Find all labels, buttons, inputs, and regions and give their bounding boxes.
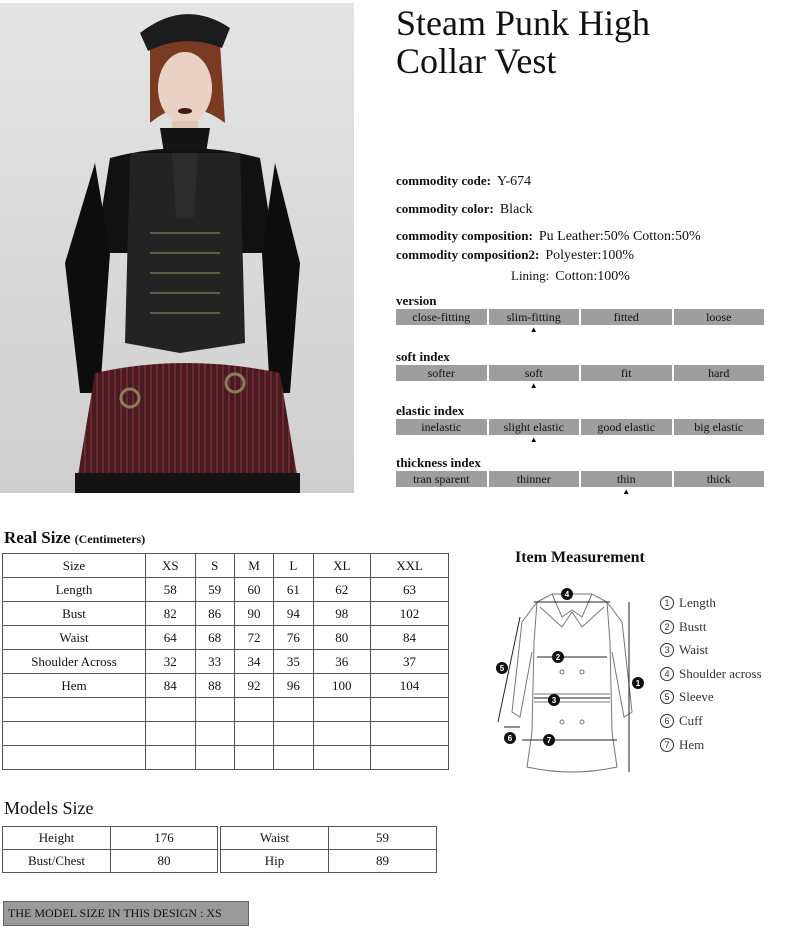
- size-value: 59: [195, 578, 234, 602]
- selected-marker-icon: ▲: [529, 435, 538, 444]
- size-value: 32: [146, 650, 196, 674]
- size-value: 86: [195, 602, 234, 626]
- size-value: [313, 698, 371, 722]
- index-bar: [396, 309, 764, 325]
- size-row-label: Hem: [3, 674, 146, 698]
- spec-commodity-code: [396, 173, 531, 190]
- size-row-label: Waist: [3, 626, 146, 650]
- circled-number-icon: 5: [660, 690, 674, 704]
- circled-number-icon: 4: [660, 667, 674, 681]
- table-row: [3, 650, 449, 674]
- size-value: 92: [234, 674, 273, 698]
- spec-label: commodity composition:: [396, 228, 533, 243]
- spec-label: commodity composition2:: [396, 247, 540, 262]
- index-option: softer: [396, 365, 487, 381]
- size-value: [313, 722, 371, 746]
- table-row: [3, 578, 449, 602]
- table-row: [221, 827, 437, 850]
- size-row-label: Length: [3, 578, 146, 602]
- size-header-cell: S: [195, 554, 234, 578]
- models-hip-label: Hip: [221, 850, 329, 873]
- index-bar: [396, 471, 764, 487]
- table-row: [3, 850, 218, 873]
- circled-number-icon: 7: [660, 738, 674, 752]
- spec-lining: [511, 268, 630, 285]
- size-value: [234, 698, 273, 722]
- spec-label: Lining:: [511, 268, 550, 283]
- size-header-cell: L: [274, 554, 313, 578]
- size-value: 88: [195, 674, 234, 698]
- size-value: [274, 698, 313, 722]
- size-value: [195, 698, 234, 722]
- size-value: 76: [274, 626, 313, 650]
- index-label: thickness index: [396, 455, 481, 470]
- marker-slot: [581, 381, 672, 391]
- product-title: [396, 4, 796, 80]
- index-soft: [396, 349, 764, 391]
- title-line-2: Collar Vest: [396, 41, 557, 81]
- models-table-right: [220, 826, 437, 873]
- size-value: 64: [146, 626, 196, 650]
- size-value: 62: [313, 578, 371, 602]
- models-waist-label: Waist: [221, 827, 329, 850]
- models-height-label: Height: [3, 827, 111, 850]
- index-markers: [396, 325, 764, 335]
- index-version: [396, 293, 764, 335]
- marker-5: 5: [499, 664, 505, 673]
- size-value: 84: [146, 674, 196, 698]
- title-line-1: Steam Punk High: [396, 3, 651, 43]
- models-bust-value: 80: [111, 850, 218, 873]
- size-value: 104: [371, 674, 449, 698]
- models-height-value: 176: [111, 827, 218, 850]
- marker-3: 3: [551, 696, 557, 705]
- spec-value: Cotton:100%: [555, 269, 630, 284]
- size-value: [313, 746, 371, 770]
- marker-slot: [674, 325, 765, 335]
- marker-2: 2: [555, 653, 561, 662]
- index-markers: [396, 435, 764, 445]
- legend-label: Hem: [679, 736, 705, 752]
- marker-7: 7: [546, 736, 552, 745]
- size-value: 82: [146, 602, 196, 626]
- marker-slot: [674, 381, 765, 391]
- marker-6: 6: [507, 734, 513, 743]
- index-label: soft index: [396, 349, 450, 364]
- index-option: close-fitting: [396, 309, 487, 325]
- index-label: elastic index: [396, 403, 465, 418]
- size-value: [371, 698, 449, 722]
- spec-commodity-color: [396, 201, 533, 218]
- index-option: hard: [674, 365, 765, 381]
- index-option: fitted: [581, 309, 672, 325]
- circled-number-icon: 1: [660, 596, 674, 610]
- circled-number-icon: 6: [660, 714, 674, 728]
- index-option: slim-fitting: [489, 309, 580, 325]
- table-row: [3, 602, 449, 626]
- size-value: 84: [371, 626, 449, 650]
- real-size-title: Real Size: [4, 528, 71, 547]
- size-header-cell: XS: [146, 554, 196, 578]
- index-option: slight elastic: [489, 419, 580, 435]
- size-row-label: [3, 746, 146, 770]
- size-value: [371, 746, 449, 770]
- spec-value: Black: [499, 202, 533, 217]
- index-option: loose: [674, 309, 765, 325]
- size-value: 80: [313, 626, 371, 650]
- index-thickness: [396, 455, 764, 497]
- size-value: [146, 698, 196, 722]
- marker-slot: [674, 487, 765, 497]
- marker-slot: [396, 381, 487, 391]
- marker-4: 4: [564, 590, 570, 599]
- index-option: thick: [674, 471, 765, 487]
- item-measurement-title: Item Measurement: [515, 549, 645, 566]
- marker-slot: [396, 325, 487, 335]
- selected-marker-icon: ▲: [529, 325, 538, 334]
- spec-label: commodity color:: [396, 201, 494, 216]
- size-value: [146, 722, 196, 746]
- legend-label: Length: [679, 595, 716, 610]
- legend-item: [660, 712, 798, 736]
- marker-slot: [489, 487, 580, 497]
- legend-label: Waist: [679, 642, 709, 658]
- selected-marker-icon: ▲: [529, 381, 538, 390]
- index-markers: [396, 381, 764, 391]
- index-option: tran sparent: [396, 471, 487, 487]
- index-option: fit: [581, 365, 672, 381]
- size-value: 35: [274, 650, 313, 674]
- index-option: good elastic: [581, 419, 672, 435]
- index-option: thin: [581, 471, 672, 487]
- index-elastic: [396, 403, 764, 445]
- size-value: 72: [234, 626, 273, 650]
- selected-marker-icon: ▲: [622, 487, 631, 496]
- size-value: [195, 746, 234, 770]
- size-value: [234, 722, 273, 746]
- size-header-row: [3, 554, 449, 578]
- spec-value: Pu Leather:50% Cotton:50%: [538, 229, 701, 244]
- size-table: [2, 553, 449, 770]
- real-size-heading: [4, 528, 145, 548]
- index-label: version: [396, 293, 437, 308]
- size-value: [274, 722, 313, 746]
- marker-slot: [674, 435, 765, 445]
- size-value: [274, 746, 313, 770]
- table-row: [3, 722, 449, 746]
- size-value: 98: [313, 602, 371, 626]
- legend-item: [660, 736, 798, 760]
- legend-label: Bustt: [679, 618, 707, 634]
- legend-label: Shoulder across: [679, 665, 762, 681]
- legend-item: [660, 641, 798, 665]
- table-row: [221, 850, 437, 873]
- legend-item: [660, 688, 798, 712]
- size-value: 90: [234, 602, 273, 626]
- size-header-cell: Size: [3, 554, 146, 578]
- spec-commodity-composition: [396, 228, 701, 245]
- marker-slot: [581, 435, 672, 445]
- spec-value: Polyester:100%: [545, 248, 635, 263]
- size-value: 37: [371, 650, 449, 674]
- table-row: [3, 746, 449, 770]
- legend-item: [660, 665, 798, 689]
- legend-item: [660, 618, 798, 642]
- index-bar: [396, 365, 764, 381]
- legend-item: [660, 594, 798, 618]
- table-row: [3, 698, 449, 722]
- index-option: thinner: [489, 471, 580, 487]
- size-value: [371, 722, 449, 746]
- size-value: 33: [195, 650, 234, 674]
- coat-diagram: [492, 582, 652, 777]
- size-value: 63: [371, 578, 449, 602]
- spec-label: commodity code:: [396, 173, 491, 188]
- size-value: 102: [371, 602, 449, 626]
- marker-slot: [396, 435, 487, 445]
- size-value: [146, 746, 196, 770]
- table-row: [3, 626, 449, 650]
- model-photo-image: [0, 3, 354, 493]
- models-hip-value: 89: [329, 850, 437, 873]
- models-waist-value: 59: [329, 827, 437, 850]
- index-bar: [396, 419, 764, 435]
- size-value: 60: [234, 578, 273, 602]
- size-value: 34: [234, 650, 273, 674]
- size-row-label: Shoulder Across: [3, 650, 146, 674]
- size-value: 61: [274, 578, 313, 602]
- size-value: [234, 746, 273, 770]
- measurement-legend: [660, 594, 798, 759]
- legend-label: Sleeve: [679, 689, 714, 705]
- models-size-title: Models Size: [4, 798, 94, 818]
- size-row-label: [3, 698, 146, 722]
- marker-1: 1: [635, 679, 641, 688]
- circled-number-icon: 2: [660, 620, 674, 634]
- size-row-label: [3, 722, 146, 746]
- index-option: soft: [489, 365, 580, 381]
- size-value: 58: [146, 578, 196, 602]
- marker-slot: [396, 487, 487, 497]
- table-row: [3, 827, 218, 850]
- size-value: [195, 722, 234, 746]
- table-row: [3, 674, 449, 698]
- index-markers: [396, 487, 764, 497]
- real-size-unit: (Centimeters): [74, 532, 146, 546]
- size-header-cell: XL: [313, 554, 371, 578]
- spec-commodity-composition2: [396, 247, 634, 264]
- legend-label: Cuff: [679, 712, 703, 728]
- index-option: inelastic: [396, 419, 487, 435]
- marker-slot: [581, 325, 672, 335]
- model-size-note: THE MODEL SIZE IN THIS DESIGN : XS: [3, 901, 249, 926]
- size-value: 36: [313, 650, 371, 674]
- circled-number-icon: 3: [660, 643, 674, 657]
- size-value: 96: [274, 674, 313, 698]
- models-bust-label: Bust/Chest: [3, 850, 111, 873]
- size-header-cell: M: [234, 554, 273, 578]
- spec-value: Y-674: [496, 174, 532, 189]
- product-photo: [0, 3, 354, 493]
- size-value: 68: [195, 626, 234, 650]
- size-value: 94: [274, 602, 313, 626]
- models-table-left: [2, 826, 218, 873]
- size-row-label: Bust: [3, 602, 146, 626]
- size-header-cell: XXL: [371, 554, 449, 578]
- size-value: 100: [313, 674, 371, 698]
- index-option: big elastic: [674, 419, 765, 435]
